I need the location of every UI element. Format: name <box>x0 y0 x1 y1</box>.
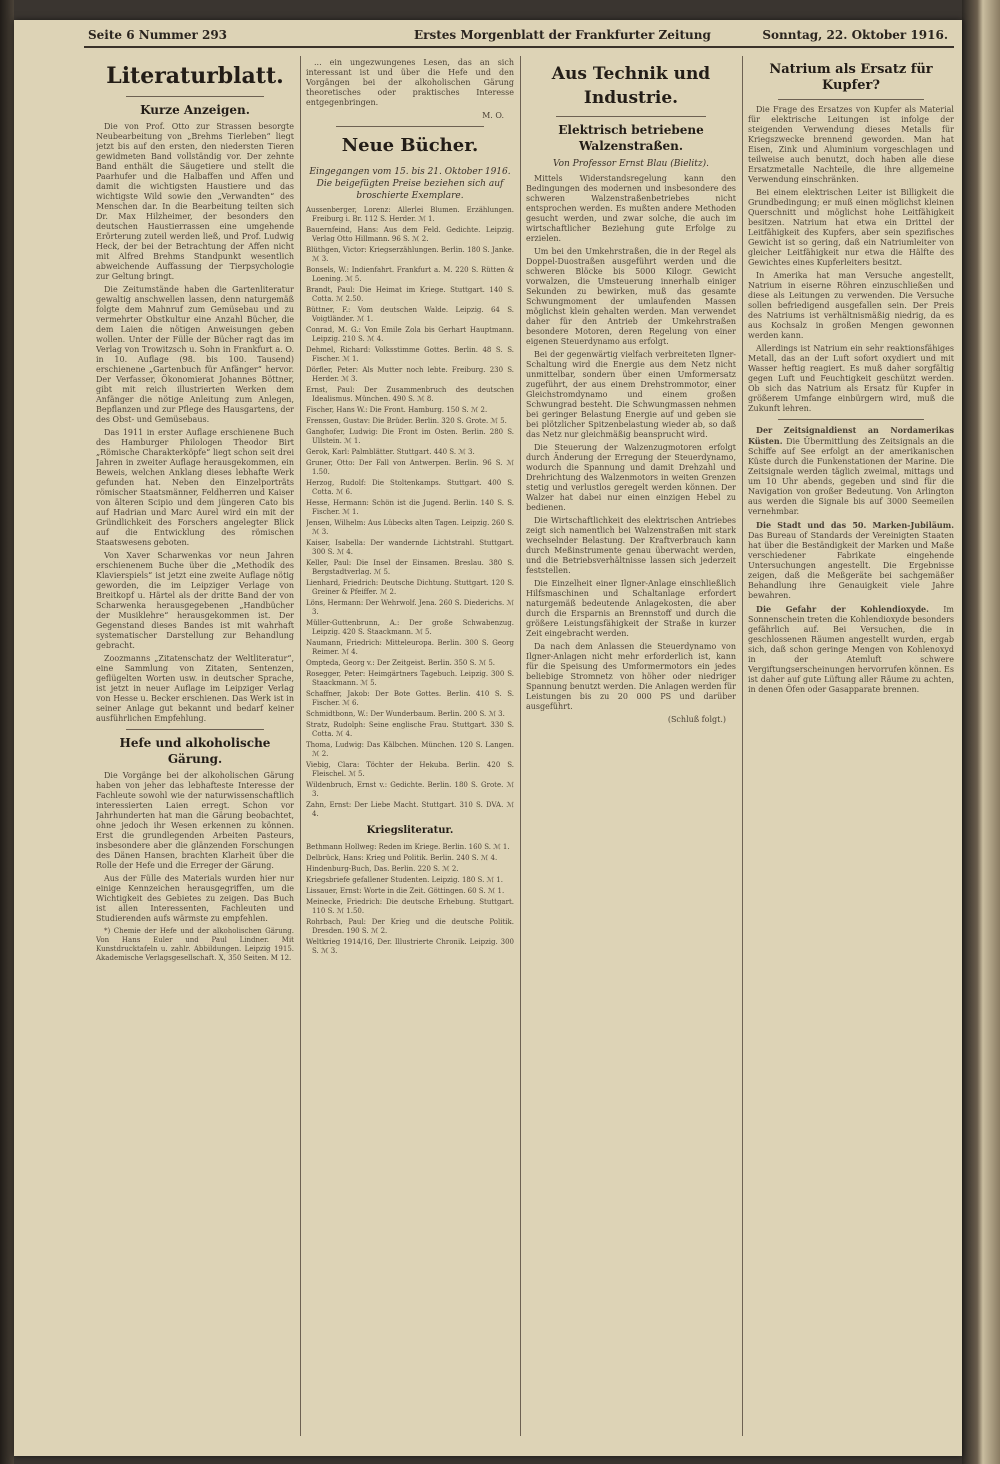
article-paragraph: Mittels Widerstandsregelung kann den Bedingungen des modernen und insbesondere des schweren Walzenstraßenbetriebes nicht entsprochen werden. Es mußten andere Methoden gesucht werden, und zwar solche, die auch im wirtschaftlicher Beziehung gute Erfolge zu erzielen. <box>526 174 736 243</box>
article-title-natrium: Natrium als Ersatz für Kupfer? <box>769 62 933 93</box>
book-entry: Thoma, Ludwig: Das Kälbchen. München. 120 S. Langen. ℳ 2. <box>306 741 514 758</box>
article-paragraph: In Amerika hat man Versuche angestellt, Natrium in eiserne Röhren einzuschließen und diese als Leitungen zu verwenden. Die Versuche sollen befriedigend ausgefallen sein. Der Preis des Natriums ist verhältnismäßig niedrig, da es aus Kochsalz in großen Mengen gewonnen werden kann. <box>748 271 954 340</box>
news-text: Das Bureau of Standards der Vereinigten Staaten hat über die Beständigkeit der Marken und Maße verschiedener Fabrikate eingehende Untersuchungen angestellt. Die Ergebnisse zeigen, daß die Meßgeräte bei sachgemäßer Behandlung ihre Genauigkeit viele Jahre bewahren. <box>748 531 954 600</box>
article-paragraph: Die Zeitumstände haben die Gartenliteratur gewaltig anschwellen lassen, denn naturgemäß folgte dem Mahnruf zum Gemüsebau und zu vermehrter Obstkultur eine Anzahl Bücher, die dem Laien die nötigen Anweisungen geben wollen. Unter der Fülle der Bücher ragt das im Verlag von Trowitzsch u. Sohn in Frankfurt a. O. in 10. Auflage (98. bis 100. Tausend) erschienene „Gartenbuch für Anfänger“ hervor. Der Verfasser, Ökonomierat Johannes Böttner, gibt mit reich illustrierten Werken dem Anfänger die nötige Anleitung zum Anlegen, Bepflanzen und zur Pflege des Hausgartens, der des Obst- und Gemüsebaus. <box>96 285 294 424</box>
article-author: Von Professor Ernst Blau (Bielitz). <box>552 159 710 169</box>
article-paragraph: Um bei den Umkehrstraßen, die in der Regel als Doppel-Duostraßen ausgeführt werden und die schweren Blöcke bis 5000 Kilogr. Gewicht vorwalzen, die Umsteuerung innerhalb einiger Sekunden zu bewirken, muß das gesamte Schwungmoment der umlaufenden Massen möglichst klein gehalten werden. Man verwendet daher für den Antrieb der Umkehrstraßen besondere Motoren, deren Regelung von einer eigenen Steuerdynamo aus erfolgt. <box>526 247 736 346</box>
subtitle-kurze-anzeigen: Kurze Anzeigen. <box>140 103 250 117</box>
book-entry: Frenssen, Gustav: Die Brüder. Berlin. 320 S. Grote. ℳ 5. <box>306 417 507 425</box>
book-entry: Gruner, Otto: Der Fall von Antwerpen. Berlin. 96 S. ℳ 1.50. <box>306 459 514 476</box>
to-be-continued: (Schluß folgt.) <box>667 715 726 724</box>
article-paragraph: Von Xaver Scharwenkas vor neun Jahren erschienenem Buche über die „Methodik des Klavierspiels“ ist jetzt eine zweite Auflage nötig geworden, die im Leipziger Verlage von Breitkopf u. Härtel als der dritte Band der von Scharwenka herausgegebenen „Handbücher der Musiklehre“ herausgekommen ist. Der Gegenstand dieses Bandes ist mit wahrhaft systematischer Darstellung zur Behandlung gebracht. <box>96 551 294 650</box>
book-entry: Lienhard, Friedrich: Deutsche Dichtung. Stuttgart. 120 S. Greiner & Pfeiffer. ℳ 2. <box>306 579 514 596</box>
book-entry: Schaffner, Jakob: Der Bote Gottes. Berlin. 410 S. S. Fischer. ℳ 6. <box>306 690 514 707</box>
news-text: Im Sonnenschein treten die Kohlendioxyde besonders gefährlich auf. Bei Versuchen, die in geschlossenen Räumen angestellt wurden, ergab sich, daß schon geringe Mengen von Kohlenoxyd in der Atemluft schwere Vergiftungserscheinungen hervorrufen können. Es ist daher auf gute Lüftung aller Räume zu achten, in denen Öfen oder Gasapparate brennen. <box>748 605 954 694</box>
masthead <box>84 24 954 48</box>
book-entry: Löns, Hermann: Der Wehrwolf. Jena. 260 S. Diederichs. ℳ 3. <box>306 599 514 616</box>
article-paragraph: Die Einzelheit einer Ilgner-Anlage einschließlich Hilfsmaschinen und Schaltanlage erfordert naturgemäß bedeutende Anlagekosten, die aber durch die Ersparnis an Brennstoff und durch die größere Leistungsfähigkeit der Straße in kurzer Zeit eingebracht werden. <box>526 579 736 638</box>
book-entry: Hesse, Hermann: Schön ist die Jugend. Berlin. 140 S. S. Fischer. ℳ 1. <box>306 499 514 516</box>
article-paragraph: Allerdings ist Natrium ein sehr reaktionsfähiges Metall, das an der Luft sofort oxydiert und mit Wasser heftig reagiert. Es muß daher sorgfältig gegen Luft und Feuchtigkeit geschützt werden. Ob sich das Natrium als Ersatz für Kupfer in größerem Umfange einbürgern wird, muß die Zukunft lehren. <box>748 344 954 413</box>
article-paragraph: Bei der gegenwärtig vielfach verbreiteten Ilgner-Schaltung wird die Energie aus dem Netz nicht unmittelbar, sondern über einen Umformersatz zugeführt, der aus einem Drehstrommotor, einer Gleichstromdynamo und einem großen Schwungrad besteht. Die Schwungmassen nehmen bei geringer Belastung Energie auf und geben sie bei plötzlicher Spitzenbelastung wieder ab, so daß das Netz nur gleichmäßig beansprucht wird. <box>526 350 736 439</box>
column-literaturblatt <box>96 58 294 1448</box>
article-paragraph: Die Vorgänge bei der alkoholischen Gärung haben von jeher das lebhafteste Interesse der Fachleute sowohl wie der naturwissenschaftlich interessierten Laien erregt. Schon vor Jahrhunderten hat man die Gärung beobachtet, ohne jedoch ihr Wesen erkennen zu können. Erst die grundlegenden Arbeiten Pasteurs, insbesondere aber die glänzenden Forschungen des Dänen Hansen, brachten Klarheit über die Rolle der Hefe und die Erreger der Gärung. <box>96 771 294 870</box>
divider <box>778 419 924 420</box>
book-entry: Zahn, Ernst: Der Liebe Macht. Stuttgart. 310 S. DVA. ℳ 4. <box>306 801 514 818</box>
intake-note: Eingegangen vom 15. bis 21. Oktober 1916. Die beigefügten Preise beziehen sich auf broschierte Exemplare. <box>309 167 511 201</box>
book-entry: Müller-Guttenbrunn, A.: Der große Schwabenzug. Leipzig. 420 S. Staackmann. ℳ 5. <box>306 619 514 636</box>
news-title: Die Stadt und das 50. Marken-Jubiläum. <box>756 520 954 530</box>
news-item <box>748 520 954 601</box>
book-entry: Delbrück, Hans: Krieg und Politik. Berlin. 240 S. ℳ 4. <box>306 854 498 862</box>
column-rule <box>520 56 521 1436</box>
book-entry: Hindenburg-Buch, Das. Berlin. 220 S. ℳ 2. <box>306 865 459 873</box>
author-sign: M. O. <box>482 111 504 120</box>
divider <box>336 126 484 127</box>
book-entry: Wildenbruch, Ernst v.: Gedichte. Berlin. 180 S. Grote. ℳ 3. <box>306 781 514 798</box>
divider <box>126 729 264 730</box>
book-entry: Dehmel, Richard: Volksstimme Gottes. Berlin. 48 S. S. Fischer. ℳ 1. <box>306 346 514 363</box>
book-entry: Kriegsbriefe gefallener Studenten. Leipzig. 180 S. ℳ 1. <box>306 876 503 884</box>
book-entry: Bethmann Hollweg: Reden im Kriege. Berlin. 160 S. ℳ 1. <box>306 843 510 851</box>
book-entry: Lissauer, Ernst: Worte in die Zeit. Göttingen. 60 S. ℳ 1. <box>306 887 505 895</box>
article-paragraph: Bei einem elektrischen Leiter ist Billigkeit die Grundbedingung; er muß einen möglichst kleinen Querschnitt und möglichst hohe Leitfähigkeit besitzen. Natrium hat etwa ein Drittel der Leitfähigkeit des Kupfers, aber sein spezifisches Gewicht ist so gering, daß ein Natriumleiter von gleicher Leitfähigkeit nur etwa die Hälfte des Gewichtes eines Kupferleiters besitzt. <box>748 188 954 267</box>
article-paragraph: Die Steuerung der Walzenzugmotoren erfolgt durch Änderung der Erregung der Steuerdynamo, wodurch die Spannung und damit Drehzahl und Drehrichtung des Walzenmotors in weiten Grenzen stetig und verlustlos geregelt werden können. Der Walzer hat dabei nur einen einzigen Hebel zu bedienen. <box>526 443 736 512</box>
book-entry: Viebig, Clara: Töchter der Hekuba. Berlin. 420 S. Fleischel. ℳ 5. <box>306 761 514 778</box>
article-paragraph: Zoozmanns „Zitatenschatz der Weltliteratur“, eine Sammlung von Zitaten, Sentenzen, geflügelten Worten usw. in deutscher Sprache, ist jetzt in neuer Auflage im Leipziger Verlag von Hesse u. Becker erschienen. Das Werk ist in seiner Anlage gut bekannt und bedarf keiner ausführlichen Empfehlung. <box>96 654 294 723</box>
divider <box>778 99 924 100</box>
book-entry: Fischer, Hans W.: Die Front. Hamburg. 150 S. ℳ 2. <box>306 406 488 414</box>
book-entry: Bauernfeind, Hans: Aus dem Feld. Gedichte. Leipzig. Verlag Otto Hillmann. 96 S. ℳ 2. <box>306 226 514 243</box>
book-entry: Jensen, Wilhelm: Aus Lübecks alten Tagen. Leipzig. 260 S. ℳ 3. <box>306 519 514 536</box>
next-page-edge <box>962 0 1000 1464</box>
book-entry: Weltkrieg 1914/16, Der. Illustrierte Chronik. Leipzig. 300 S. ℳ 3. <box>306 938 514 955</box>
section-title-technik: Aus Technik und Industrie. <box>551 64 711 108</box>
book-entry: Büttner, F.: Vom deutschen Walde. Leipzig. 64 S. Voigtländer. ℳ 1. <box>306 306 514 323</box>
section-title-neue-buecher: Neue Bücher. <box>341 135 479 156</box>
book-entry: Brandt, Paul: Die Heimat im Kriege. Stuttgart. 140 S. Cotta. ℳ 2.50. <box>306 286 514 303</box>
book-entry: Stratz, Rudolph: Seine englische Frau. Stuttgart. 330 S. Cotta. ℳ 4. <box>306 721 514 738</box>
article-body <box>526 174 736 712</box>
page-binding-edge <box>0 0 14 1464</box>
book-entry: Rohrbach, Paul: Der Krieg und die deutsche Politik. Dresden. 190 S. ℳ 2. <box>306 918 514 935</box>
issue-date: Sonntag, 22. Oktober 1916. <box>762 28 948 42</box>
book-list <box>306 206 514 819</box>
article-title-walzenstrassen: Elektrisch betriebene Walzenstraßen. <box>558 123 704 153</box>
page-number: Seite 6 Nummer 293 <box>88 28 228 42</box>
book-entry: Gerok, Karl: Palmblätter. Stuttgart. 440 S. ℳ 3. <box>306 448 475 456</box>
column-rule <box>742 56 743 1436</box>
book-entry: Bonsels, W.: Indienfahrt. Frankfurt a. M. 220 S. Rütten & Loening. ℳ 5. <box>306 266 514 283</box>
article-paragraph: Da nach dem Anlassen die Steuerdynamo von Ilgner-Anlagen nicht mehr erforderlich ist, kann für die Speisung des Umformermotors ein jedes beliebige Stromnetz von höher oder niedriger Spannung benutzt werden. Die Anlagen werden für Leistungen bis zu 20 000 PS und darüber ausgeführt. <box>526 642 736 711</box>
divider <box>556 116 706 117</box>
subtitle-kriegsliteratur: Kriegsliteratur. <box>366 825 454 836</box>
news-text: Die Übermittlung des Zeitsignals an die Schiffe auf See erfolgt an der amerikanischen Küste durch die Funkenstationen der Marine. Die Zeitsignale werden täglich zweimal, mittags und um 10 Uhr abends, gegeben und sind für die Navigation von großer Bedeutung. Von Arlington aus werden die Signale bis auf 3000 Seemeilen vernehmbar. <box>748 437 954 516</box>
column-neue-buecher <box>306 58 514 1448</box>
book-entry: Dörfler, Peter: Als Mutter noch lebte. Freiburg. 230 S. Herder. ℳ 3. <box>306 366 514 383</box>
article-body <box>748 105 954 414</box>
book-entry: Herzog, Rudolf: Die Stoltenkamps. Stuttgart. 400 S. Cotta. ℳ 6. <box>306 479 514 496</box>
book-entry: Meinecke, Friedrich: Die deutsche Erhebung. Stuttgart. 110 S. ℳ 1.50. <box>306 898 514 915</box>
article-paragraph: Aus der Fülle des Materials wurden hier nur einige Kennzeichen herausgegriffen, um die Wichtigkeit des Gebietes zu zeigen. Das Buch ist allen Interessenten, Fachleuten und Studierenden aufs wärmste zu empfehlen. <box>96 874 294 923</box>
book-entry: Schmidtbonn, W.: Der Wunderbaum. Berlin. 200 S. ℳ 3. <box>306 710 505 718</box>
article-paragraph: Das 1911 in erster Auflage erschienene Buch des Hamburger Philologen Theodor Birt „Römische Charakterköpfe“ liegt schon seit drei Jahren in zweiter Auflage herausgekommen, ein Beweis, welchen Anklang dieses lebhafte Werk gefunden hat. Neben den Einzelporträts römischer Staatsmänner, Feldherren und Kaiser von älteren Scipio und dem jüngeren Cato bis auf Hadrian und Marc Aurel wird ein mit der Gründlichkeit des Forschers angelegter Blick auf die Entwicklung des römischen Staatswesens geboten. <box>96 428 294 547</box>
section-title-literaturblatt: Literaturblatt. <box>106 63 284 89</box>
column-rule <box>300 56 301 1436</box>
book-entry: Ompteda, Georg v.: Der Zeitgeist. Berlin. 350 S. ℳ 5. <box>306 659 495 667</box>
news-title: Der Zeitsignaldienst an Nordamerikas Küsten. <box>748 425 954 446</box>
book-entry: Keller, Paul: Die Insel der Einsamen. Breslau. 380 S. Bergstadtverlag. ℳ 5. <box>306 559 514 576</box>
article-paragraph: Die Wirtschaftlichkeit des elektrischen Antriebes zeigt sich namentlich bei Walzenstraßen mit stark wechselnder Belastung. Der Kraftverbrauch kann durch Meßinstrumente genau überwacht werden, und die Betriebsverhältnisse lassen sich jederzeit feststellen. <box>526 516 736 575</box>
war-book-list <box>306 843 514 956</box>
divider <box>126 96 264 97</box>
intro-paragraph: ... ein ungezwungenes Lesen, das an sich interessant ist und über die Hefe und den Vorgängen bei der alkoholischen Gärung theoretisches oder praktisches Interesse entgegenbringen. <box>306 58 514 107</box>
book-entry: Blüthgen, Victor: Kriegserzählungen. Berlin. 180 S. Janke. ℳ 3. <box>306 246 514 263</box>
book-entry: Ernst, Paul: Der Zusammenbruch des deutschen Idealismus. München. 490 S. ℳ 8. <box>306 386 514 403</box>
column-technik <box>526 58 736 1448</box>
book-entry: Aussenberger, Lorenz: Allerlei Blumen. Erzählungen. Freiburg i. Br. 112 S. Herder. ℳ 1. <box>306 206 514 223</box>
book-entry: Naumann, Friedrich: Mitteleuropa. Berlin. 300 S. Georg Reimer. ℳ 4. <box>306 639 514 656</box>
book-entry: Ganghofer, Ludwig: Die Front im Osten. Berlin. 280 S. Ullstein. ℳ 1. <box>306 428 514 445</box>
footnote: *) Chemie der Hefe und der alkoholischen Gärung. Von Hans Euler und Paul Lindner. Mit Kunstdrucktafeln u. zahlr. Abbildungen. Leipzig 1915. Akademische Verlagsgesellschaft. X, 350 Seiten. M 12. <box>96 927 294 962</box>
book-entry: Kaiser, Isabella: Der wandernde Lichtstrahl. Stuttgart. 300 S. ℳ 4. <box>306 539 514 556</box>
subtitle-hefe: Hefe und alkoholische Gärung. <box>119 736 271 766</box>
newspaper-title: Erstes Morgenblatt der Frankfurter Zeitung <box>414 28 711 42</box>
news-title: Die Gefahr der Kohlendioxyde. <box>756 604 929 614</box>
news-item <box>748 425 954 517</box>
book-entry: Rosegger, Peter: Heimgärtners Tagebuch. Leipzig. 300 S. Staackmann. ℳ 5. <box>306 670 514 687</box>
column-natrium <box>748 58 954 1448</box>
book-entry: Conrad, M. G.: Von Emile Zola bis Gerhart Hauptmann. Leipzig. 210 S. ℳ 4. <box>306 326 514 343</box>
article-paragraph: Die von Prof. Otto zur Strassen besorgte Neubearbeitung von „Brehms Tierleben“ liegt jetzt bis auf den ersten, den niedersten Tieren gewidmeten Band vollständig vor. Der zehnte Band enthält die Säugetiere und stellt die Paarhufer und die Halbaffen und Affen und damit die wichtigsten Haustiere und das wichtigste Wild sowie den „Verwandten“ des Menschen dar. In die Bearbeitung teilten sich Dr. Max Hilzheimer, der besonders den deutschen Haustierrassen eine umgehende Erörterung zuteil werden ließ, und Prof. Ludwig Heck, der bei der Betrachtung der Affen nicht mit Alfred Brehms Standpunkt wesentlich abweichende Auffassung der Tierpsychologie zur Geltung bringt. <box>96 122 294 281</box>
article-paragraph: Die Frage des Ersatzes von Kupfer als Material für elektrische Leitungen ist infolge der steigenden Verwendung dieses Metalls für Kriegszwecke brennend geworden. Man hat Eisen, Zink und Aluminium vorgeschlagen und teilweise auch benutzt, doch haben alle diese Ersatzmetalle Nachteile, die ihre allgemeine Verwendung einschränken. <box>748 105 954 184</box>
news-item <box>748 604 954 695</box>
